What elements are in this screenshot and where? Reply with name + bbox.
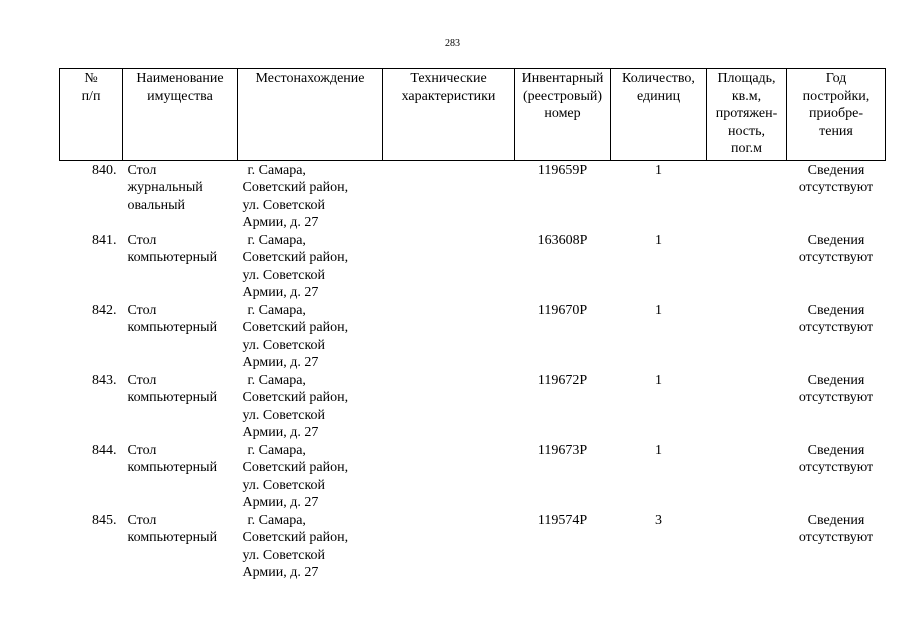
table-row bbox=[60, 232, 886, 302]
row-number: 841. bbox=[92, 232, 117, 248]
row-quantity: 1 bbox=[655, 442, 662, 458]
row-inventory-number: 119670Р bbox=[537, 302, 588, 318]
row-tech bbox=[383, 442, 515, 512]
row-inventory-number: 119574Р bbox=[537, 512, 588, 528]
row-year: Сведения отсутствуют bbox=[798, 302, 874, 335]
row-name: Стол компьютерный bbox=[127, 512, 218, 545]
row-quantity: 3 bbox=[655, 512, 662, 528]
row-location: г. Самара, Советский район, ул. Советской Армии, д. 27 bbox=[242, 372, 349, 440]
row-area bbox=[707, 232, 787, 302]
row-location: г. Самара, Советский район, ул. Советской Армии, д. 27 bbox=[242, 162, 349, 230]
table-row bbox=[60, 372, 886, 442]
table-row bbox=[60, 442, 886, 512]
row-quantity: 1 bbox=[655, 232, 662, 248]
row-inventory-number: 163608Р bbox=[537, 232, 588, 248]
row-year: Сведения отсутствуют bbox=[798, 162, 874, 195]
row-area bbox=[707, 302, 787, 372]
row-tech bbox=[383, 512, 515, 582]
row-name: Стол компьютерный bbox=[127, 302, 218, 335]
row-number: 844. bbox=[92, 442, 117, 458]
row-tech bbox=[383, 302, 515, 372]
row-year: Сведения отсутствуют bbox=[798, 512, 874, 545]
header-quantity: Количество, единиц bbox=[611, 69, 707, 161]
row-inventory-number: 119672Р bbox=[537, 372, 588, 388]
row-number: 845. bbox=[92, 512, 117, 528]
row-area bbox=[707, 160, 787, 232]
header-year: Год постройки, приобре- тения bbox=[787, 69, 886, 161]
table-row bbox=[60, 302, 886, 372]
property-registry-table bbox=[59, 68, 886, 582]
header-inventory: Инвентарный (реестровый) номер bbox=[515, 69, 611, 161]
page-number: 283 bbox=[445, 38, 460, 49]
row-quantity: 1 bbox=[655, 302, 662, 318]
row-number: 843. bbox=[92, 372, 117, 388]
row-location: г. Самара, Советский район, ул. Советской Армии, д. 27 bbox=[242, 302, 349, 370]
row-tech bbox=[383, 232, 515, 302]
header-tech: Технические характеристики bbox=[383, 69, 515, 161]
row-tech bbox=[383, 372, 515, 442]
header-area: Площадь, кв.м, протяжен- ность, пог.м bbox=[707, 69, 787, 161]
header-location: Местонахождение bbox=[238, 69, 383, 161]
row-year: Сведения отсутствуют bbox=[798, 232, 874, 265]
row-year: Сведения отсутствуют bbox=[798, 442, 874, 475]
row-quantity: 1 bbox=[655, 162, 662, 178]
table-body bbox=[60, 160, 886, 582]
row-name: Стол компьютерный bbox=[127, 232, 218, 265]
row-location: г. Самара, Советский район, ул. Советской Армии, д. 27 bbox=[242, 512, 349, 580]
table-row bbox=[60, 512, 886, 582]
header-name: Наименование имущества bbox=[123, 69, 238, 161]
header-row bbox=[60, 69, 886, 161]
table-row bbox=[60, 160, 886, 232]
row-name: Стол журнальный овальный bbox=[127, 162, 203, 213]
row-area bbox=[707, 442, 787, 512]
row-area bbox=[707, 512, 787, 582]
row-name: Стол компьютерный bbox=[127, 442, 218, 475]
table-header bbox=[60, 69, 886, 161]
row-number: 842. bbox=[92, 302, 117, 318]
row-name: Стол компьютерный bbox=[127, 372, 218, 405]
row-inventory-number: 119673Р bbox=[537, 442, 588, 458]
row-location: г. Самара, Советский район, ул. Советской Армии, д. 27 bbox=[242, 442, 349, 510]
row-inventory-number: 119659Р bbox=[537, 162, 588, 178]
row-year: Сведения отсутствуют bbox=[798, 372, 874, 405]
row-number: 840. bbox=[92, 162, 117, 178]
row-area bbox=[707, 372, 787, 442]
row-location: г. Самара, Советский район, ул. Советской Армии, д. 27 bbox=[242, 232, 349, 300]
row-quantity: 1 bbox=[655, 372, 662, 388]
row-tech bbox=[383, 160, 515, 232]
header-number: № п/п bbox=[60, 69, 123, 161]
